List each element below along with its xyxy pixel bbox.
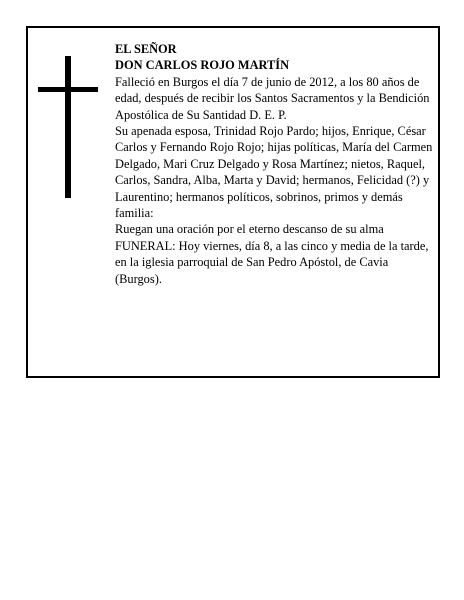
cross-horizontal-bar [38,87,98,92]
funeral-paragraph: FUNERAL: Hoy viernes, día 8, a las cinco y media de la tarde, en la iglesia parroquial de San Pedro Apóstol, de Cavia (Burgos). [115,238,429,286]
obituary-text [115,41,433,287]
cross-vertical-bar [65,56,71,198]
prayer-paragraph: Ruegan una oración por el eterno descanso de su alma [115,222,384,237]
heading-line-1: EL SEÑOR [115,42,177,56]
deceased-name: DON CARLOS ROJO MARTÍN [115,58,290,73]
obituary-notice-frame [26,26,440,378]
family-paragraph: Su apenada esposa, Trinidad Rojo Pardo; hijos, Enrique, César Carlos y Fernando Rojo Rojo; hijas políticas, María del Carmen Delgado, Mari Cruz Delgado y Rosa Martínez; nietos, Raquel, Carlos, Sandra, Alba, Marta y David; hermanos, Felicidad (?) y Laurentino; hermanos políticos, sobrinos, primos y demás familia: [115,124,433,221]
cross-icon [38,56,98,198]
death-paragraph: Falleció en Burgos el día 7 de junio de 2012, a los 80 años de edad, después de recibir los Santos Sacramentos y la Bendición Apostólica de Su Santidad D. E. P. [115,74,430,122]
